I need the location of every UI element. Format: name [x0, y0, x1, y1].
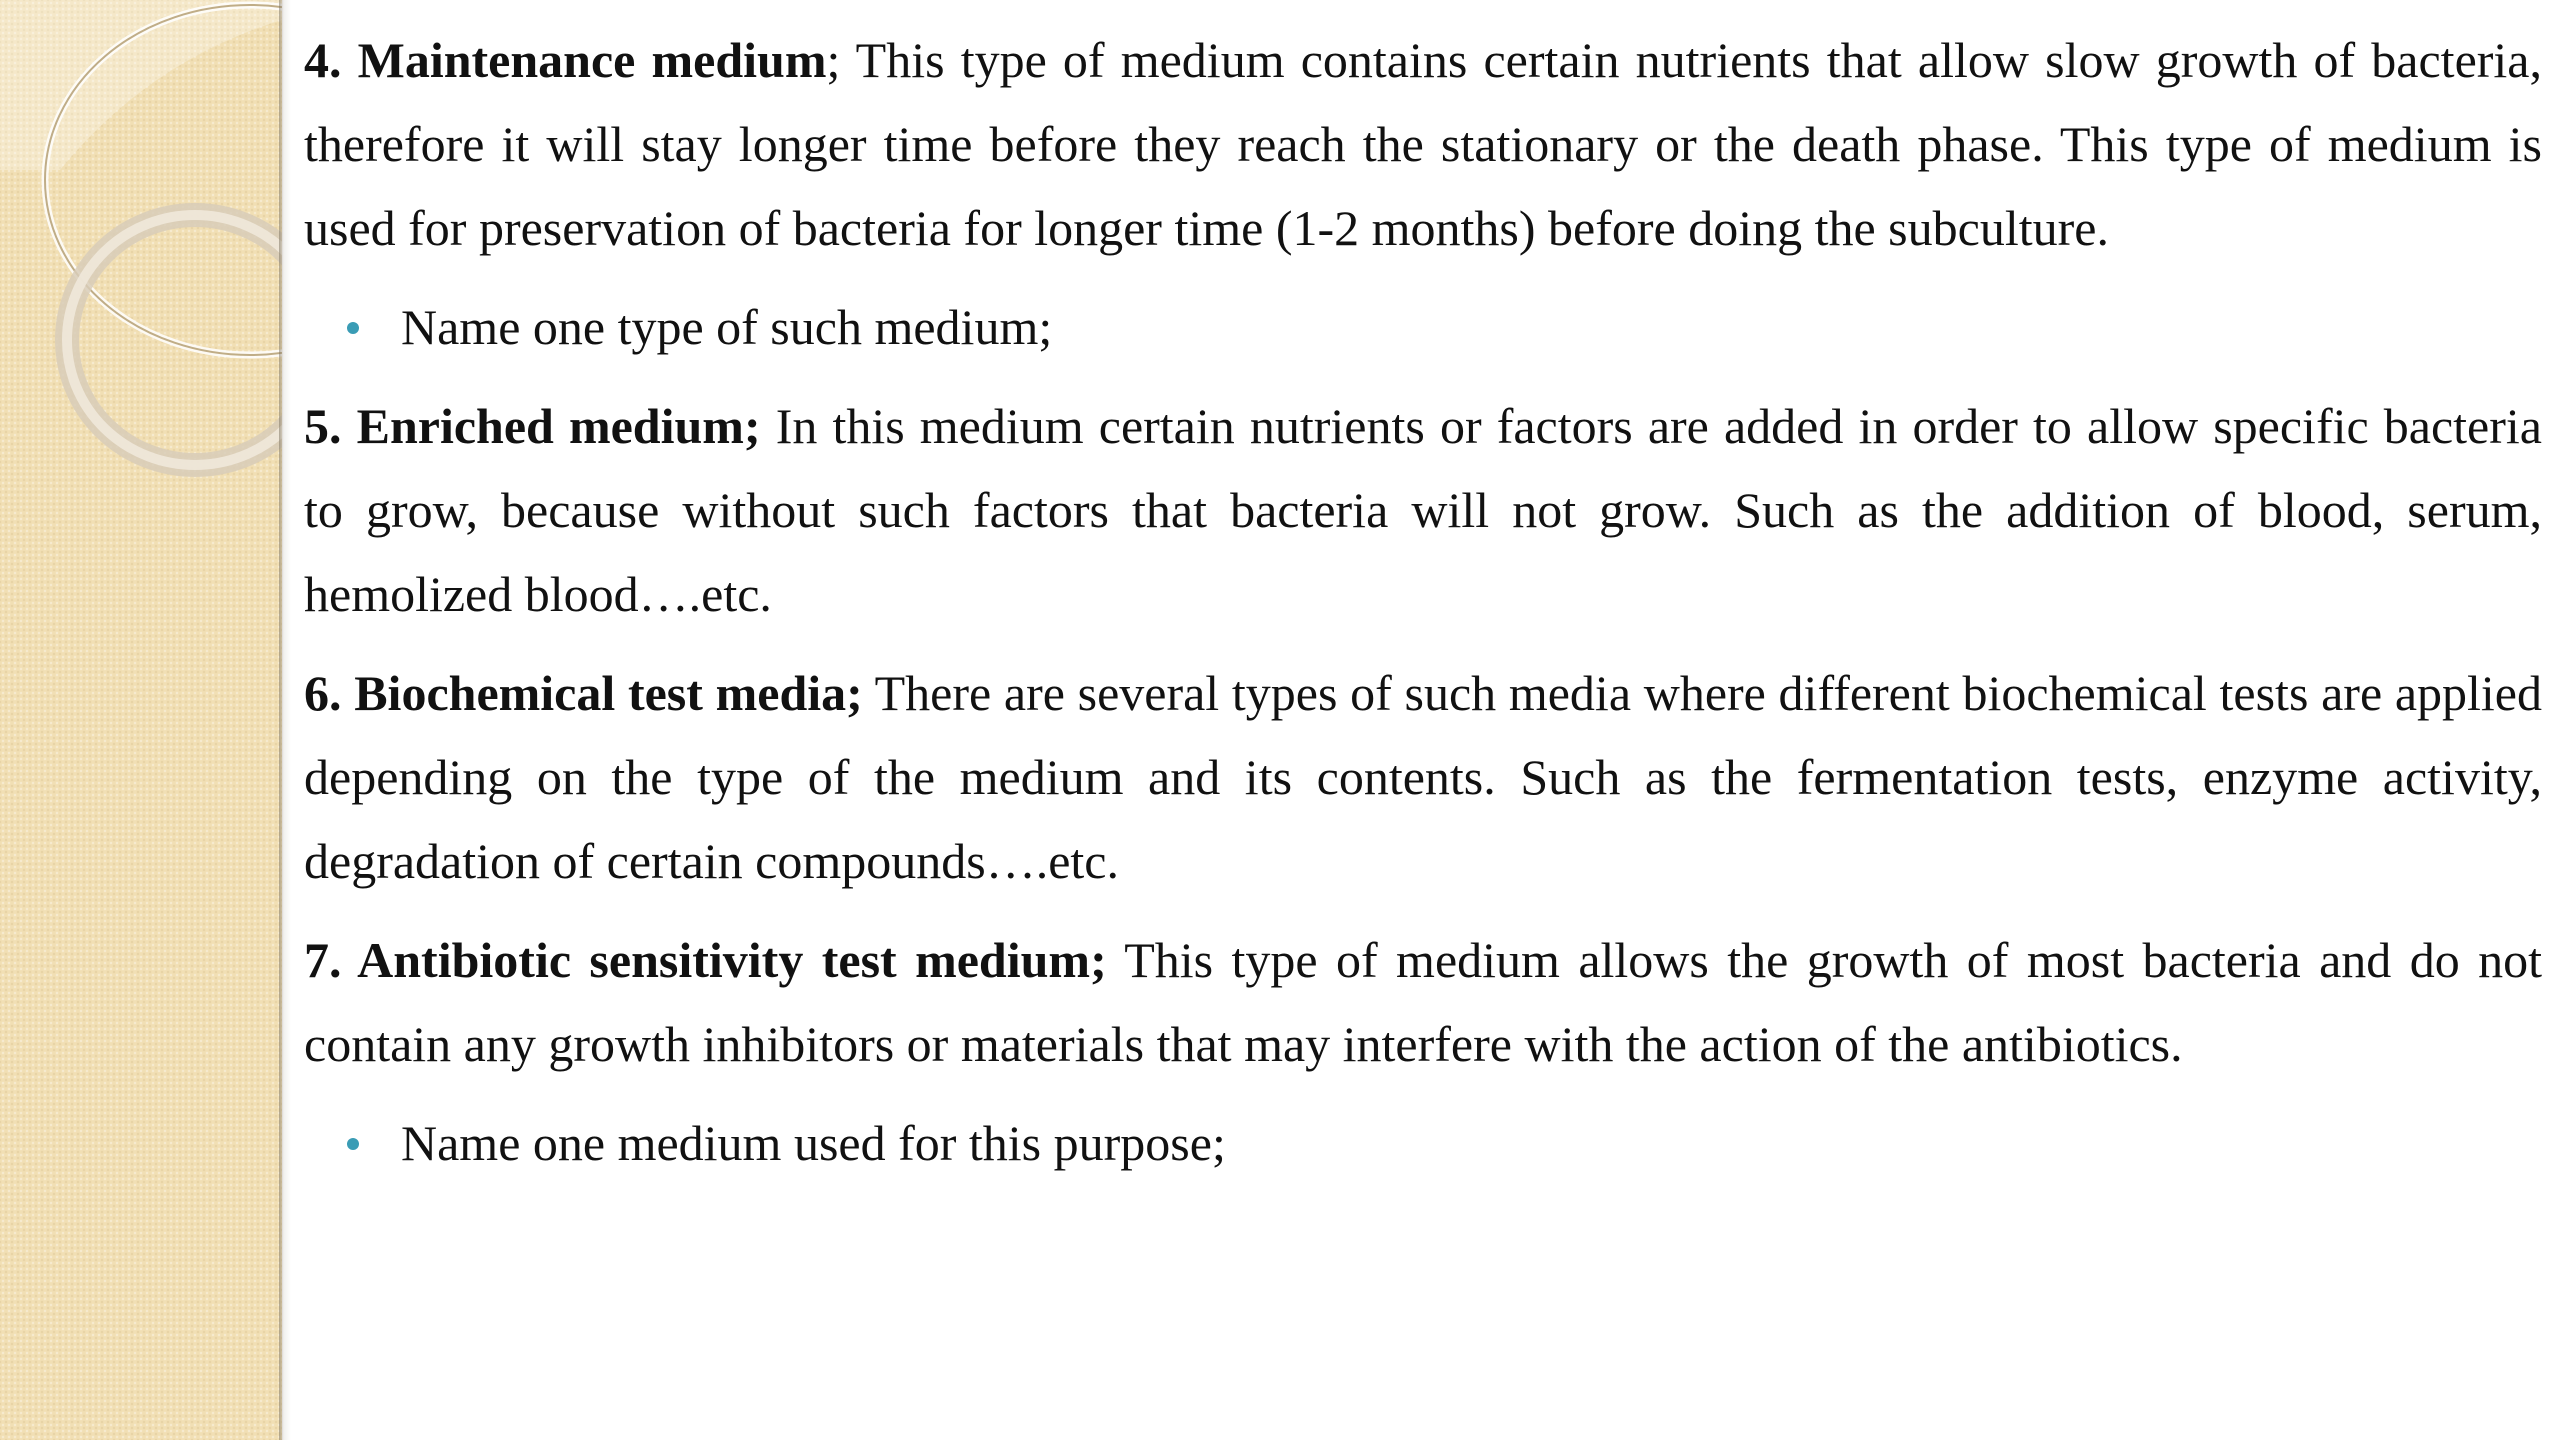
decorative-sidebar — [0, 0, 282, 1440]
paragraph-heading: 6. Biochemical test media; — [304, 665, 863, 721]
bullet-item — [304, 285, 2542, 369]
paragraph-text: This type of medium allows the growth of most bacteria and do not contain any growth inhibitors or materials that may interfere with the action of the antibiotics. — [304, 932, 2542, 1072]
paragraph-antibiotic-sensitivity — [304, 918, 2542, 1086]
paragraph-heading: 5. Enriched medium; — [304, 398, 761, 454]
bullet-dot-icon — [347, 322, 359, 334]
bullet-dot-icon — [347, 1138, 359, 1150]
paragraph-biochemical-test-media — [304, 651, 2542, 903]
bullet-text: Name one type of such medium; — [401, 299, 1053, 355]
paragraph-heading: 7. Antibiotic sensitivity test medium; — [304, 932, 1107, 988]
slide-content — [304, 18, 2542, 1200]
paragraph-text: In this medium certain nutrients or factors are added in order to allow specific bacteria to grow, because without such factors that bacteria will not grow. Such as the addition of blood, serum, hemolized blood….etc. — [304, 398, 2542, 622]
paragraph-text: ; This type of medium contains certain nutrients that allow slow growth of bacteria, therefore it will stay longer time before they reach the stationary or the death phase. This type of medium is used for preservation of bacteria for longer time (1-2 months) before doing the subculture. — [304, 32, 2543, 256]
bullet-text: Name one medium used for this purpose; — [401, 1115, 1226, 1171]
bullet-item — [304, 1101, 2542, 1185]
paragraph-enriched-medium — [304, 384, 2542, 636]
ring-decoration-icon — [0, 0, 282, 500]
paragraph-maintenance-medium — [304, 18, 2542, 270]
sidebar-edge-shadow — [279, 0, 291, 1440]
paragraph-heading: 4. Maintenance medium — [304, 32, 827, 88]
paragraph-text: There are several types of such media where different biochemical tests are applied depending on the type of the medium and its contents. Such as the fermentation tests, enzyme activity, degradation of certain compounds….etc. — [304, 665, 2543, 889]
